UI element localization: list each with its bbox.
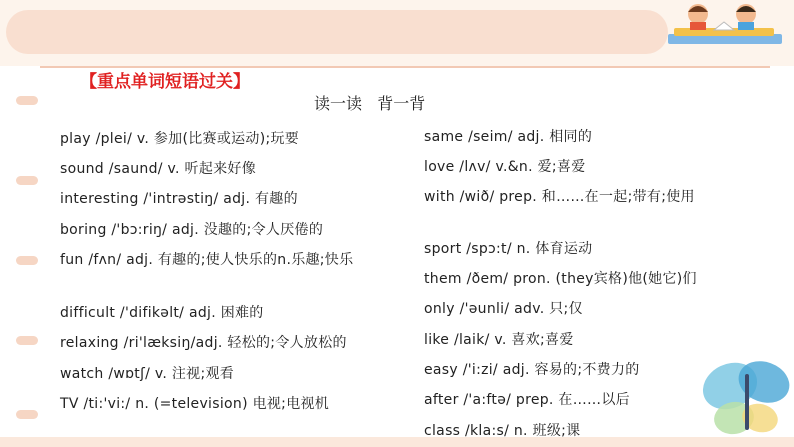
header-divider [40, 66, 770, 68]
vocab-entry: watch /wɒtʃ/ v. 注视;观看 [60, 366, 235, 382]
subheading: 读一读 背一背 [314, 94, 426, 113]
vocab-entry: love /lʌv/ v.&n. 爱;喜爱 [424, 159, 586, 175]
vocab-entry: them /ðem/ pron. (they宾格)他(她它)们 [424, 271, 697, 287]
binder-ring [16, 336, 38, 345]
vocab-entry: TV /ti:'vi:/ n. (=television) 电视;电视机 [60, 396, 330, 412]
vocab-entry: same /seim/ adj. 相同的 [424, 129, 593, 145]
section-heading: 【重点单词短语过关】 [80, 72, 250, 92]
vocab-entry: fun /fʌn/ adj. 有趣的;使人快乐的n.乐趣;快乐 [60, 252, 354, 268]
vocab-entry: difficult /'difikəlt/ adj. 困难的 [60, 305, 264, 321]
binder-ring [16, 96, 38, 105]
binder-ring [16, 410, 38, 419]
vocab-entry: boring /'bɔ:riŋ/ adj. 没趣的;令人厌倦的 [60, 222, 324, 238]
vocab-entry: relaxing /ri'læksiŋ/adj. 轻松的;令人放松的 [60, 335, 347, 351]
vocab-entry: like /laik/ v. 喜欢;喜爱 [424, 332, 574, 348]
binder-ring [16, 256, 38, 265]
kids-reading-illustration [664, 0, 786, 50]
vocab-entry: easy /'i:zi/ adj. 容易的;不费力的 [424, 362, 640, 378]
vocab-entry: with /wið/ prep. 和……在一起;带有;使用 [424, 189, 695, 205]
vocab-entry: play /plei/ v. 参加(比赛或运动);玩要 [60, 131, 300, 147]
vocab-entry: interesting /'intrəstiŋ/ adj. 有趣的 [60, 191, 298, 207]
binder-ring [16, 176, 38, 185]
top-decor-pill [6, 10, 668, 54]
vocab-entry: only /'əunli/ adv. 只;仅 [424, 301, 583, 317]
vocab-entry: after /'a:ftə/ prep. 在……以后 [424, 392, 630, 408]
vocab-entry: class /kla:s/ n. 班级;课 [424, 423, 581, 439]
vocab-entry: sound /saund/ v. 听起来好像 [60, 161, 257, 177]
vocab-entry: sport /spɔ:t/ n. 体育运动 [424, 241, 593, 257]
